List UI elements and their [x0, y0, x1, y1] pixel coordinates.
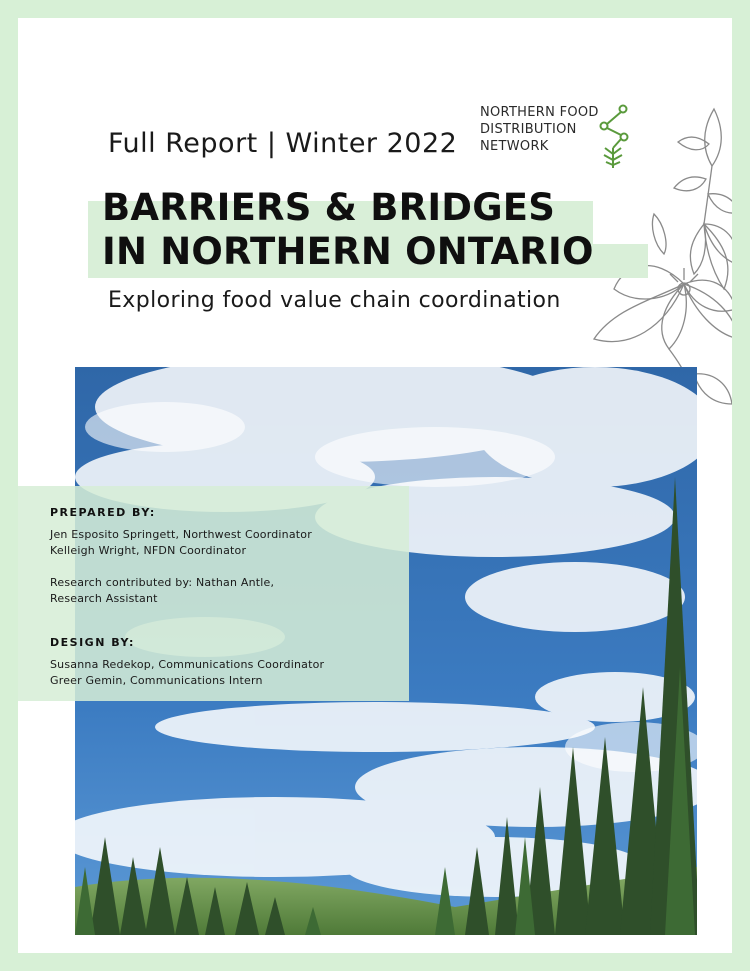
research-line-1: Research contributed by: Nathan Antle,: [50, 576, 275, 589]
report-edition: Full Report | Winter 2022: [108, 128, 458, 159]
title-line-2: IN NORTHERN ONTARIO: [102, 230, 594, 273]
report-cover: [18, 18, 732, 953]
credits-panel: [18, 486, 409, 701]
logo-line-1: NORTHERN FOOD: [480, 105, 599, 120]
design-by-heading: DESIGN BY:: [50, 636, 135, 649]
prepared-by-line-1: Jen Esposito Springett, Northwest Coordinator: [50, 528, 312, 541]
design-by-line-1: Susanna Redekop, Communications Coordinator: [50, 658, 325, 671]
prepared-by-heading: PREPARED BY:: [50, 506, 156, 519]
research-line-2: Research Assistant: [50, 592, 158, 605]
logo-line-2: DISTRIBUTION: [480, 122, 577, 137]
report-title: [102, 186, 594, 274]
logo-line-3: NETWORK: [480, 139, 549, 154]
design-by-line-2: Greer Gemin, Communications Intern: [50, 674, 263, 687]
prepared-by-line-2: Kelleigh Wright, NFDN Coordinator: [50, 544, 247, 557]
title-line-1: BARRIERS & BRIDGES: [102, 186, 556, 229]
report-subtitle: Exploring food value chain coordination: [108, 288, 561, 313]
